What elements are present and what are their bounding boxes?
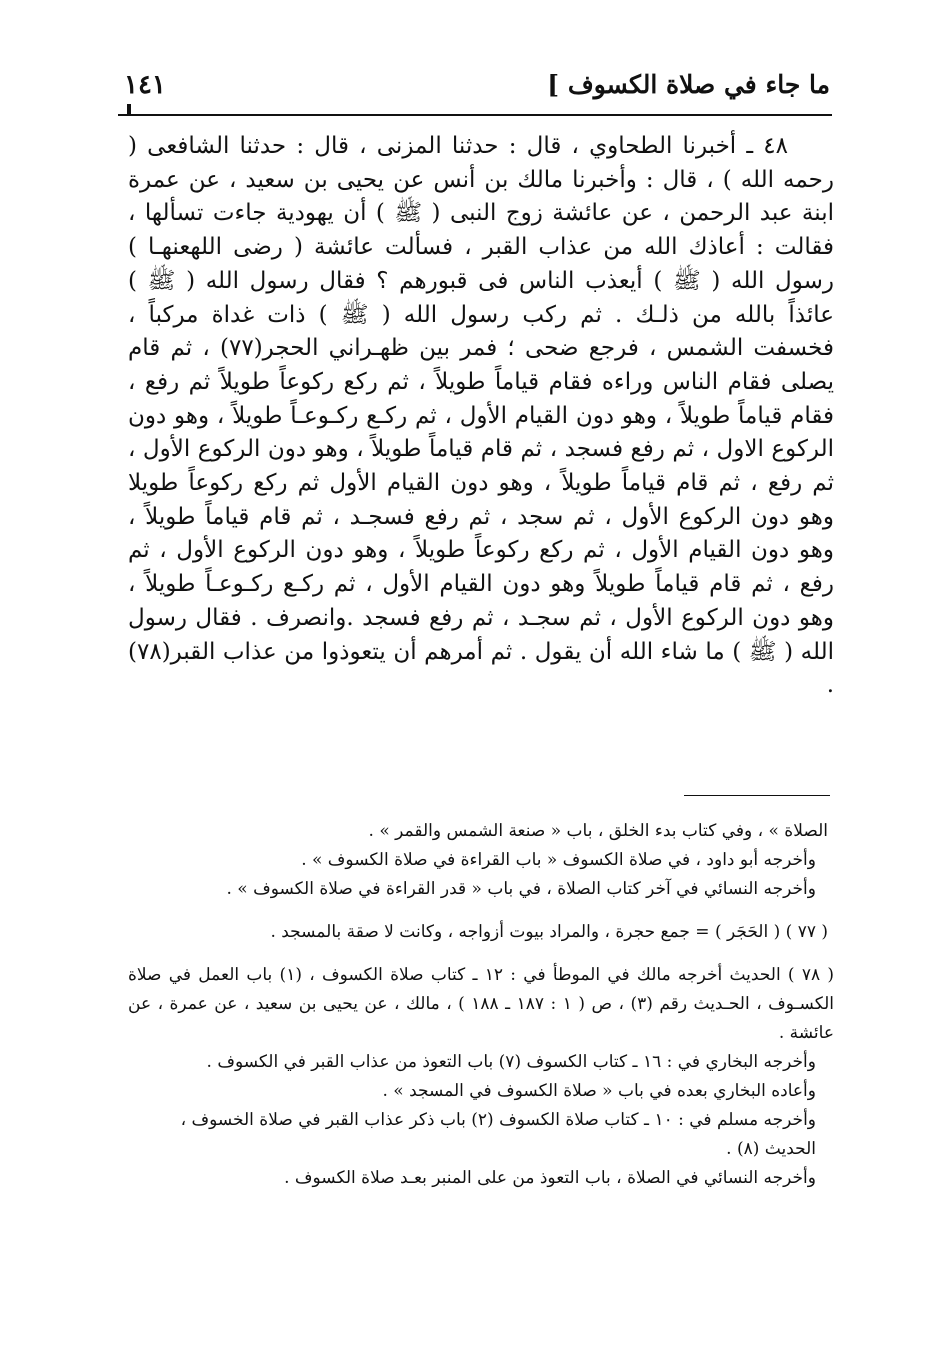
footnote-line: وأخرجه النسائي في آخر كتاب الصلاة ، في باب « قدر القراءة في صلاة الكسوف » . — [226, 879, 816, 899]
footnote-line: الصلاة » ، وفي كتاب بدء الخلق ، باب « صنعة الشمس والقمر » . — [368, 821, 828, 841]
footnote-77 — [128, 918, 834, 947]
running-title: ما جاء في صلاة الكسوف ] — [547, 70, 830, 99]
footnote-78-bukhari: وأخرجه البخاري في : ١٦ ـ كتاب الكسوف (٧) باب التعوذ من عذاب القبر في الكسوف . — [206, 1052, 816, 1072]
main-text — [128, 130, 834, 703]
footnote-77-text: ( ٧٧ ) ( الحَجَر ) = جمع حجرة ، والمراد بيوت أزواجه ، وكانت لا صقة بالمسجد . — [270, 922, 828, 942]
header-rule — [118, 114, 832, 116]
footnote-78-bukhari-repeat: وأعاده البخاري بعده في باب « صلاة الكسوف في المسجد » . — [382, 1081, 816, 1101]
hadith-48-paragraph: ٤٨ ـ أخبرنا الطحاوي ، قال : حدثنا المزنى ، قال : حدثنا الشافعى ( رحمه الله ) ، قال : وأخبرنا مالك بن أنس عن يحيى بن سعيد ، عن عمرة ابنة عبد الرحمن ، عن عائشة زوج النبى ( ﷺ ) أن يهودية جاءت تسألها ، فقالت : أعاذك الله من عذاب القبر ، فسألت عائشة ( رضى اللهعنهـا ) رسول الله ( ﷺ ) أيعذب الناس فى قبورهم ؟ فقال رسول الله ( ﷺ ) عائذاً بالله من ذلـك . ثم ركب رسول الله ( ﷺ ) ذات غداة مركباً ، فخسفت الشمس ، فرجع ضحى ؛ فمر بين ظهـراني الحجر(٧٧) ، ثم قام يصلى فقام الناس وراءه فقام قياماً طويلاً ، ثم ركع ركوعاً طويلاً ثم رفع ، فقام قياماً طويلاً ، وهو دون القيام الأول ، ثم ركـع ركـوعـاً طويلاً ، وهو دون الركوع الاول ، ثم رفع فسجد ، ثم قام قياماً طويلاً ، وهو دون الركوع الأول ، ثم رفع ، ثم قام قياماً طويلاً ، وهو دون القيام الأول ثم ركع ركوعاً طويلا وهو دون الركوع الأول ، ثم سجد ، ثم رفع فسجـد ، ثم قام قياماً طويلاً ، وهو دون القيام الأول ، ثم ركع ركوعاً طويلاً ، وهو دون الركوع الأول ، ثم رفع ، ثم قام قياماً طويلاً وهو دون القيام الأول ، ثم ركـع ركـوعـاً طويلاً ، وهو دون الركوع الأول ، ثم سجـد ، ثم رفع فسجد .وانصرف . فقال رسول الله ( ﷺ ) ما شاء الله أن يقول . ثم أمرهم أن يتعوذوا من عذاب القبر(٧٨) . — [128, 133, 835, 699]
footnote-78 — [128, 961, 834, 1193]
page-number: ١٤١ — [124, 70, 166, 100]
footnote-78-text: ( ٧٨ ) الحديث أخرجه مالك في الموطأ في : ١٢ ـ كتاب صلاة الكسوف ، (١) باب العمل في صلاة الكسـوف ، الحـديث رقم (٣) ، ص ( ١ : ١٨٧ ـ ١٨٨ ) ، مالك ، عن يحيى بن سعيد ، عن عمرة ، عن عائشة . — [128, 965, 834, 1043]
footnotes — [128, 817, 834, 1193]
footnote-continuation — [128, 817, 834, 904]
footnote-78-muslim: وأخرجه مسلم في : ١٠ ـ كتاب صلاة الكسوف (٢) باب ذكر عذاب القبر في صلاة الخسوف ، الحديث (٨) . — [180, 1110, 816, 1159]
page-header — [118, 70, 830, 112]
footnote-78-nasai: وأخرجه النسائي في الصلاة ، باب التعوذ من على المنبر بعـد صلاة الكسوف . — [284, 1168, 816, 1188]
footnote-line: وأخرجه أبو داود ، في صلاة الكسوف « باب القراءة في صلاة الكسوف » . — [301, 850, 816, 870]
header-rule-tick — [127, 104, 131, 114]
footnote-separator — [684, 795, 830, 796]
